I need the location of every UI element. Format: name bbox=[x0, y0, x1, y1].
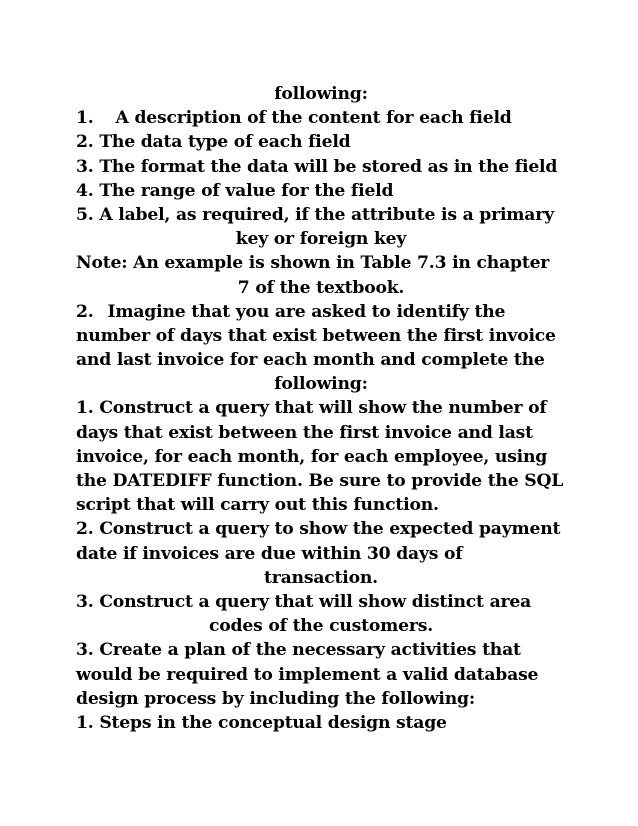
text-line: 2. Construct a query to show the expected payment bbox=[76, 519, 561, 540]
text-line: following: bbox=[274, 374, 368, 395]
text-line: 3. Construct a query that will show distinct area bbox=[76, 591, 532, 612]
list-marker: 2. bbox=[76, 301, 94, 322]
text-line: number of days that exist between the first invoice bbox=[76, 325, 556, 346]
list-item-line bbox=[76, 106, 566, 130]
text-line: the DATEDIFF function. Be sure to provide the SQL bbox=[76, 471, 564, 491]
text-line: 3. The format the data will be stored as in the field bbox=[76, 156, 558, 177]
text-line: following: bbox=[274, 84, 368, 104]
text-line: 1. Construct a query that will show the number of bbox=[76, 398, 547, 419]
list-marker: 1. bbox=[76, 108, 94, 129]
list-item-line bbox=[76, 300, 566, 324]
text-line: 3. Create a plan of the necessary activities that bbox=[76, 640, 521, 661]
text-line: Note: An example is shown in Table 7.3 in chapter bbox=[76, 253, 550, 274]
text-line: 7 of the textbook. bbox=[237, 277, 405, 298]
text-line: transaction. bbox=[264, 567, 378, 588]
text-line: 1. Steps in the conceptual design stage bbox=[76, 712, 447, 733]
text-line: key or foreign key bbox=[235, 229, 407, 250]
text-line: date if invoices are due within 30 days of bbox=[76, 543, 463, 564]
text-line: design process by including the following: bbox=[76, 688, 475, 709]
document-text bbox=[76, 82, 566, 735]
text-line: 2. The data type of each field bbox=[76, 132, 351, 153]
text-line: 4. The range of value for the field bbox=[76, 180, 394, 201]
text-line: codes of the customers. bbox=[208, 616, 434, 637]
text-line: Imagine that you are asked to identify the bbox=[107, 301, 506, 322]
text-line: script that will carry out this function. bbox=[76, 495, 439, 516]
text-line: 5. A label, as required, if the attribute is a primary bbox=[76, 204, 554, 225]
text-line: would be required to implement a valid database bbox=[76, 664, 539, 685]
text-line: invoice, for each month, for each employee, using bbox=[76, 446, 548, 467]
text-line: days that exist between the first invoice and last bbox=[76, 422, 533, 443]
text-line: and last invoice for each month and complete the bbox=[76, 350, 545, 371]
text-line: A description of the content for each field bbox=[115, 108, 512, 129]
